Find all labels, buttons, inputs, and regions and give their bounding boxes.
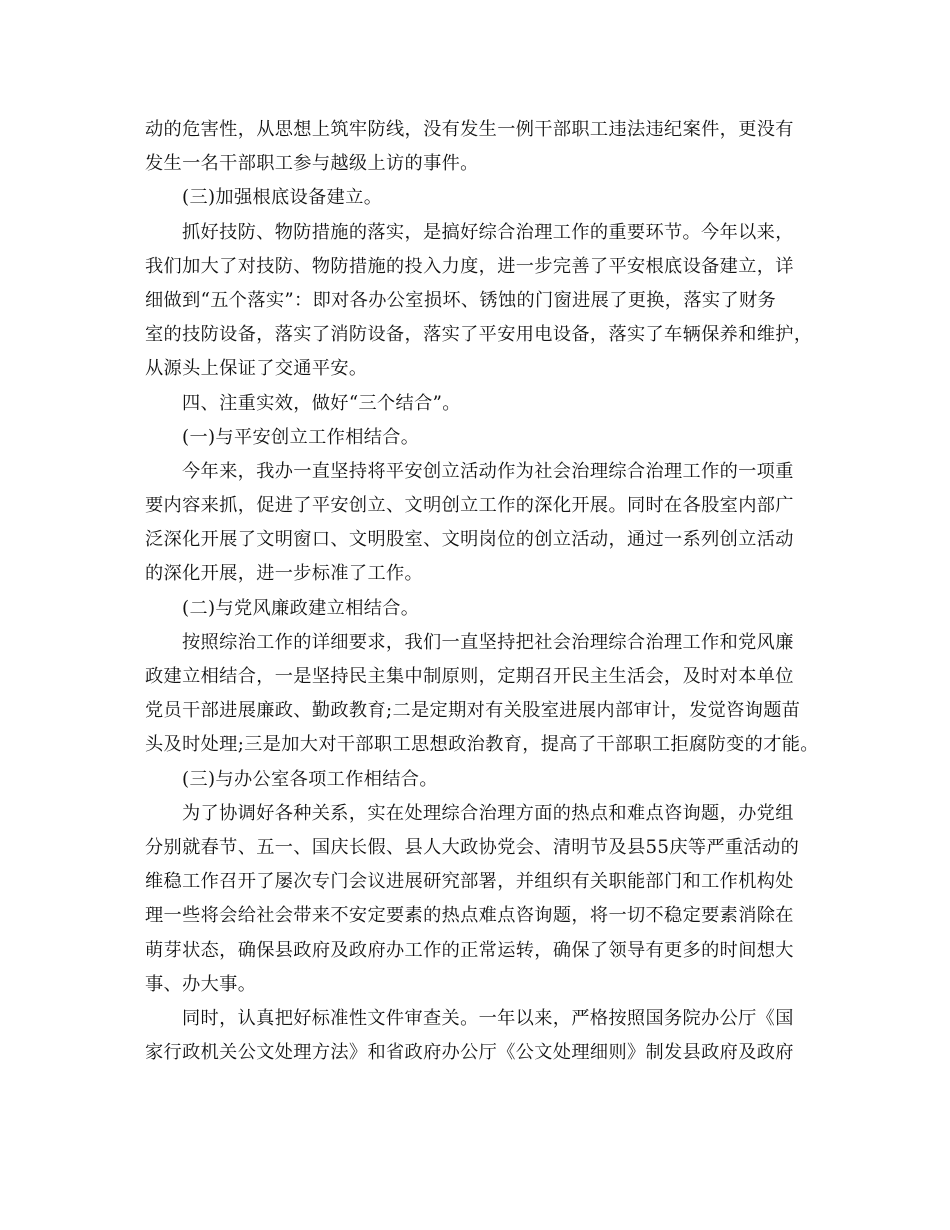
paragraph-first-line: 同时，认真把好标准性文件审查关。一年以来，严格按照国务院办公厅《国 (182, 1007, 794, 1029)
text-line: 头及时处理;三是加大对干部职工思想政治教育，提高了干部职工拒腐防变的才能。 (145, 734, 819, 756)
paragraph-first-line: 按照综治工作的详细要求，我们一直坚持把社会治理综合治理工作和党风廉 (182, 631, 794, 653)
section-heading: 四、注重实效，做好“三个结合”。 (182, 392, 461, 414)
text-line: 室的技防设备，落实了消防设备，落实了平安用电设备，落实了车辆保养和维护， (145, 324, 813, 346)
subsection-heading: (三)加强根底设备建立。 (182, 187, 383, 209)
text-line: 理一些将会给社会带来不安定要素的热点难点咨询题，将一切不稳定要素消除在 (145, 905, 794, 927)
paragraph-first-line: 为了协调好各种关系，实在处理综合治理方面的热点和难点咨询题，办党组 (182, 802, 794, 824)
paragraph-first-line: 今年来，我办一直坚持将平安创立活动作为社会治理综合治理工作的一项重 (182, 460, 794, 482)
text-line: 事、办大事。 (145, 973, 257, 995)
text-line: 泛深化开展了文明窗口、文明股室、文明岗位的创立活动，通过一系列创立活动 (145, 529, 794, 551)
text-line: 要内容来抓，促进了平安创立、文明创立工作的深化开展。同时在各股室内部广 (145, 495, 794, 517)
text-line: 分别就春节、五一、国庆长假、县人大政协党会、清明节及县55庆等严重活动的 (145, 836, 800, 858)
text-line: 细做到“五个落实”：即对各办公室损坏、锈蚀的门窗进展了更换，落实了财务 (145, 289, 777, 311)
text-line: 家行政机关公文处理方法》和省政府办公厅《公文处理细则》制发县政府及政府 (145, 1042, 794, 1064)
text-line: 发生一名干部职工参与越级上访的事件。 (145, 153, 479, 175)
text-line: 党员干部进展廉政、勤政教育;二是定期对有关股室进展内部审计，发觉咨询题苗 (145, 700, 801, 722)
subsection-heading: (二)与党风廉政建立相结合。 (182, 597, 420, 619)
text-line: 的深化开展，进一步标准了工作。 (145, 563, 424, 585)
document-body (145, 113, 819, 1070)
paragraph-first-line: 抓好技防、物防措施的落实，是搞好综合治理工作的重要环节。今年以来， (182, 221, 794, 243)
text-line: 维稳工作召开了屡次专门会议进展研究部署，并组织有关职能部门和工作机构处 (145, 871, 794, 893)
text-line: 我们加大了对技防、物防措施的投入力度，进一步完善了平安根底设备建立，详 (145, 255, 794, 277)
text-line: 动的危害性，从思想上筑牢防线，没有发生一例干部职工违法违纪案件，更没有 (145, 119, 794, 140)
text-line: 萌芽状态，确保县政府及政府办工作的正常运转，确保了领导有更多的时间想大 (145, 939, 794, 961)
text-line: 从源头上保证了交通平安。 (145, 358, 368, 380)
subsection-heading: (三)与办公室各项工作相结合。 (182, 768, 438, 790)
text-line: 政建立相结合，一是坚持民主集中制原则，定期召开民主生活会，及时对本单位 (145, 666, 794, 687)
subsection-heading: (一)与平安创立工作相结合。 (182, 426, 420, 448)
